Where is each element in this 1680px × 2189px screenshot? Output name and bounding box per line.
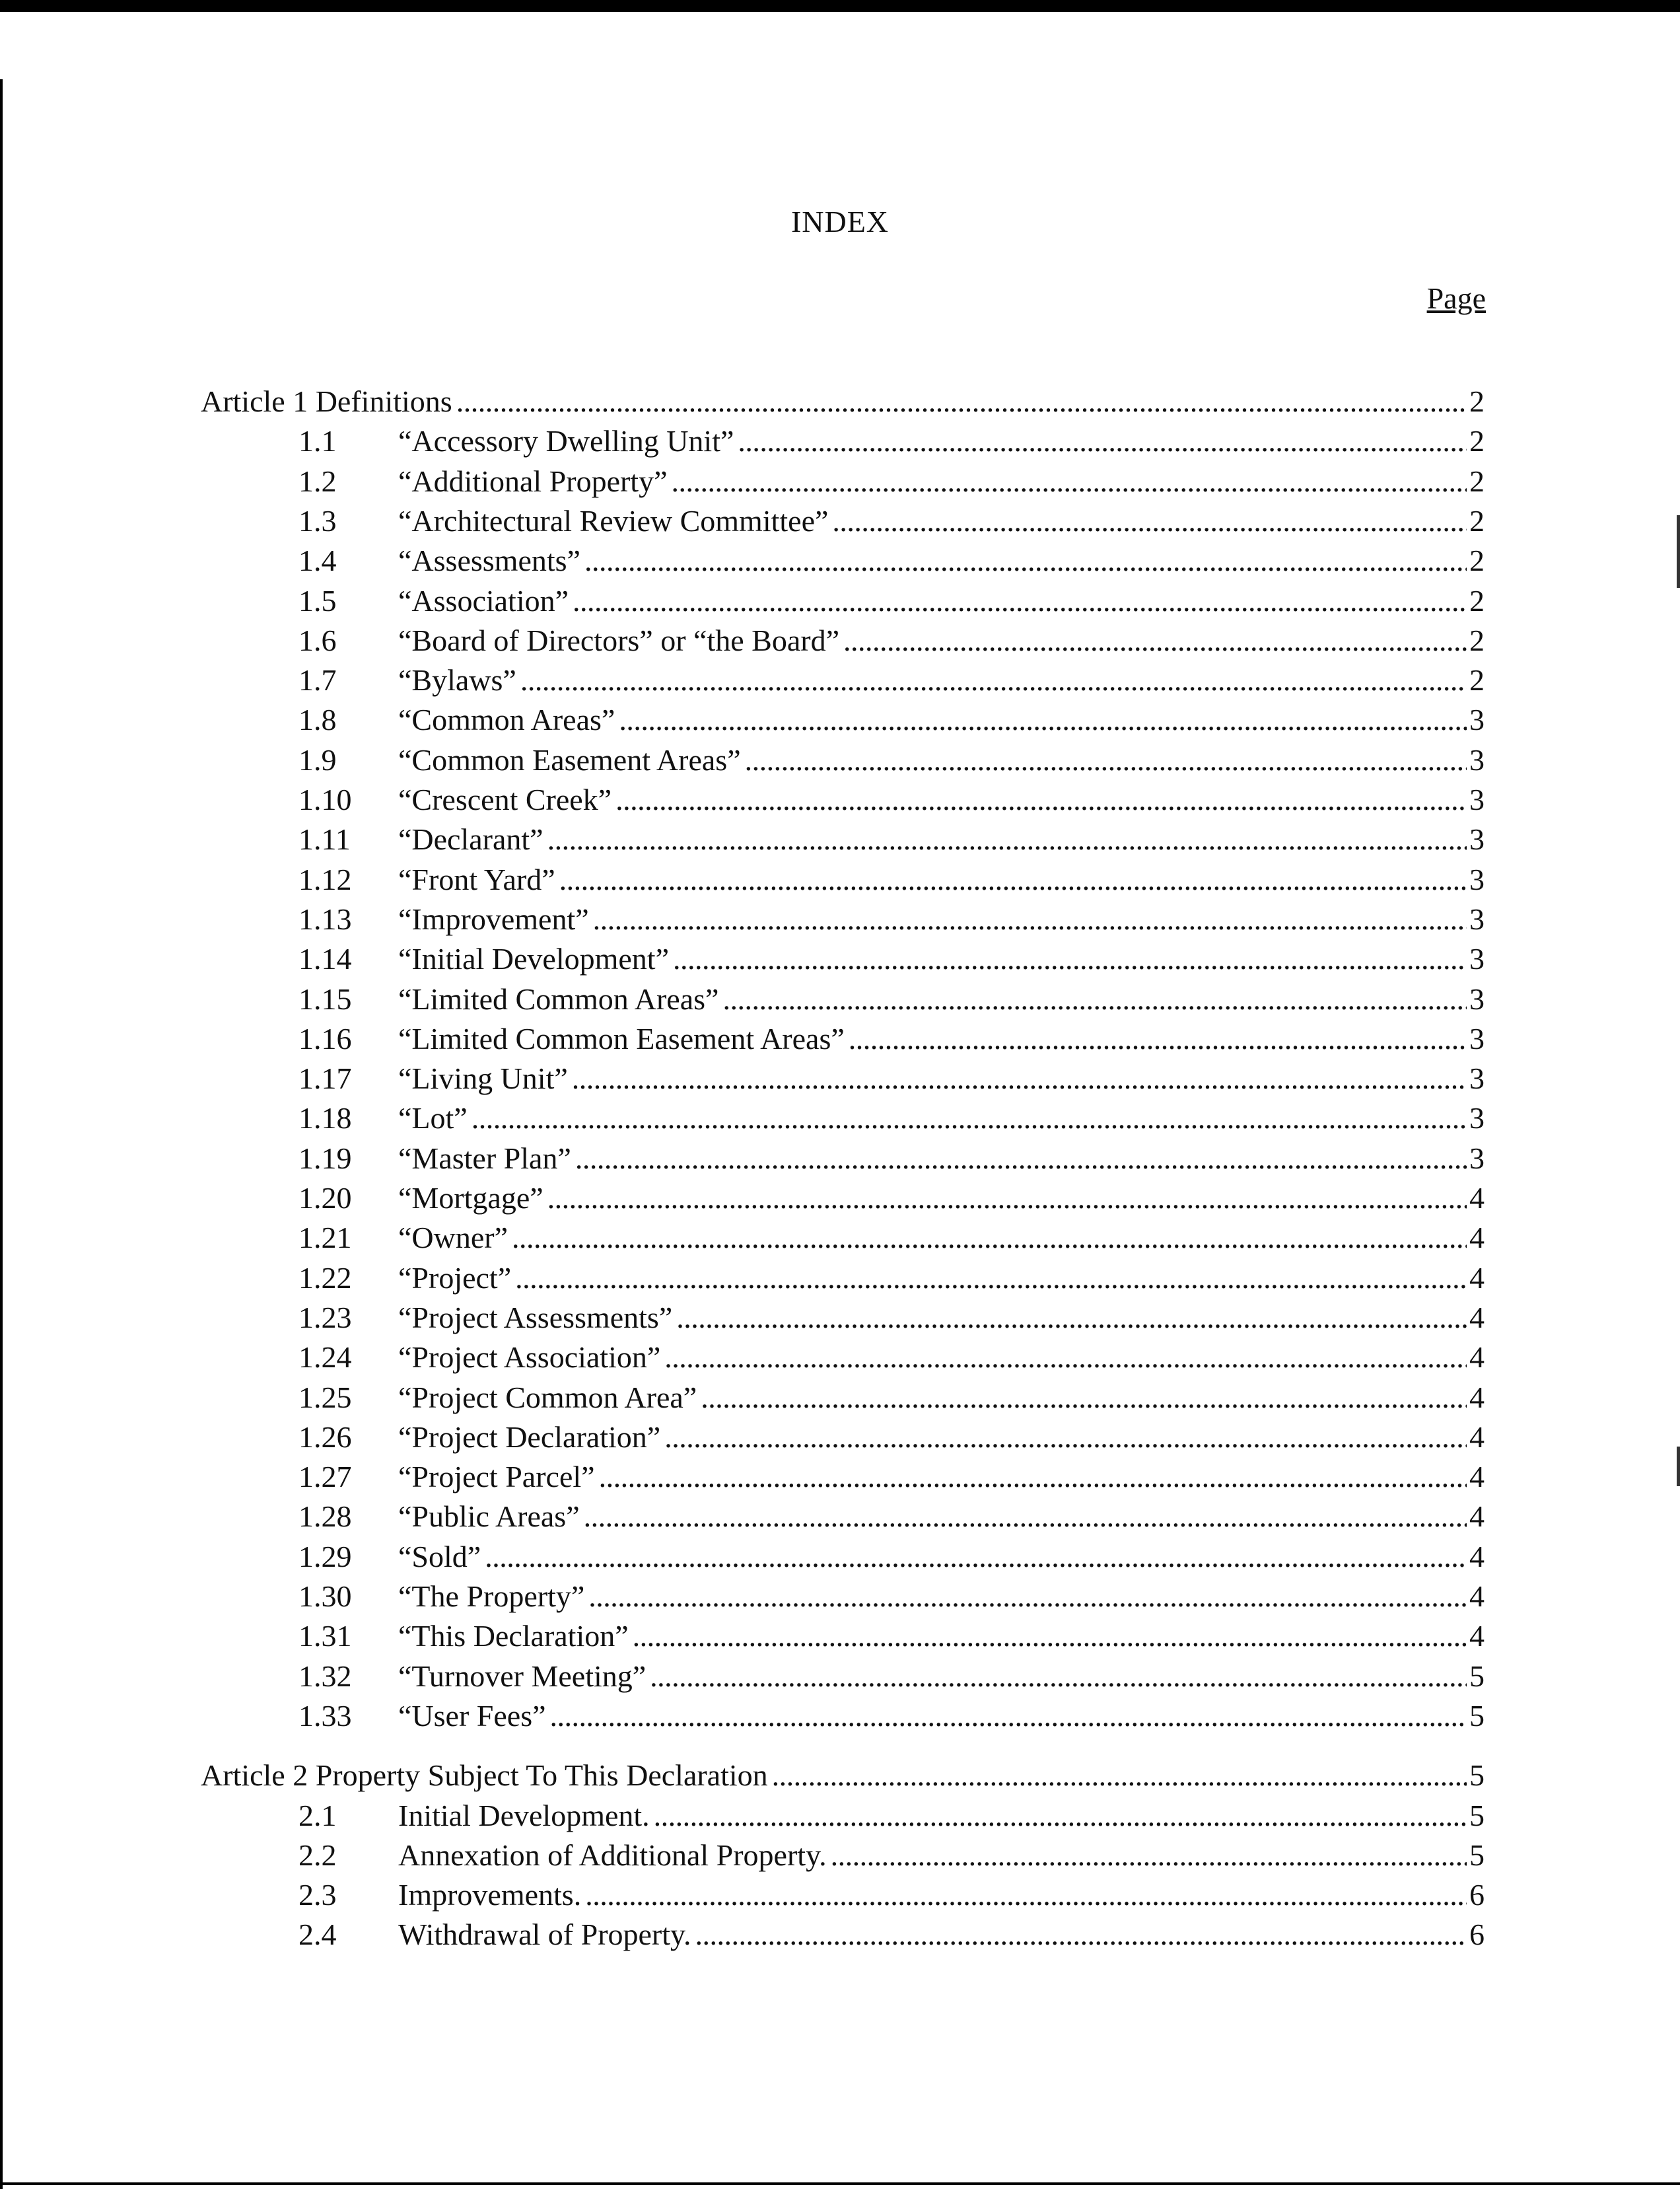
toc-entry-number: 1.3	[298, 503, 337, 538]
toc-entry-row[interactable]	[298, 1059, 1485, 1098]
toc-page-number: 3	[1469, 1141, 1485, 1175]
toc-entry-row[interactable]	[298, 1258, 1485, 1298]
toc-entry-number: 1.24	[298, 1340, 352, 1375]
dot-leader	[615, 780, 1467, 820]
toc-entry-number: 1.9	[298, 742, 337, 777]
toc-entry-label: “Project”	[398, 1260, 512, 1295]
toc-entry-label: “Mortgage”	[398, 1181, 543, 1215]
toc-page-number: 3	[1469, 703, 1485, 737]
toc-entry-label: “Common Areas”	[398, 703, 615, 737]
dot-leader	[843, 621, 1467, 661]
toc-entry-label: “Project Association”	[398, 1340, 661, 1375]
toc-entry-label: “Living Unit”	[398, 1061, 568, 1096]
toc-entry-number: 1.28	[298, 1499, 352, 1534]
dot-leader	[485, 1537, 1467, 1577]
toc-page-number: 4	[1469, 1260, 1485, 1295]
toc-page-number: 4	[1469, 1300, 1485, 1334]
toc-page-number: 4	[1469, 1539, 1485, 1573]
toc-entry-label: “Public Areas”	[398, 1499, 580, 1534]
toc-entry-number: 1.26	[298, 1419, 352, 1454]
toc-entry-number: 1.22	[298, 1260, 352, 1295]
toc-entry-label: “Association”	[398, 583, 569, 618]
dot-leader	[654, 1796, 1467, 1836]
toc-page-number: 4	[1469, 1181, 1485, 1215]
toc-entry-number: 1.21	[298, 1221, 352, 1255]
scan-right-mark	[1677, 515, 1680, 588]
toc-page-number: 2	[1469, 424, 1485, 458]
dot-leader	[588, 1577, 1467, 1616]
toc-entry-label: “Architectural Review Committee”	[398, 503, 829, 538]
dot-leader	[550, 1696, 1467, 1736]
toc-entry-row[interactable]	[298, 1836, 1485, 1875]
toc-page-number: 4	[1469, 1221, 1485, 1255]
toc-page-number: 4	[1469, 1619, 1485, 1653]
toc-page-number: 4	[1469, 1579, 1485, 1613]
toc-entry-label: “Accessory Dwelling Unit”	[398, 424, 734, 458]
toc-entry-row[interactable]	[298, 1796, 1485, 1836]
dot-leader	[584, 1497, 1467, 1536]
toc-page-number: 4	[1469, 1419, 1485, 1454]
dot-leader	[664, 1417, 1467, 1457]
toc-entry-row[interactable]	[298, 501, 1485, 541]
toc-page-number: 2	[1469, 583, 1485, 618]
dot-leader	[701, 1378, 1467, 1417]
toc-entry-row[interactable]	[298, 860, 1485, 900]
toc-entry-label: “Master Plan”	[398, 1141, 571, 1175]
toc-entry-row[interactable]	[298, 421, 1485, 461]
dot-leader	[472, 1098, 1467, 1138]
dot-leader	[456, 382, 1467, 421]
toc-entry-label: “Improvement”	[398, 902, 589, 936]
toc-entry-row[interactable]	[298, 700, 1485, 740]
toc-entry-label: “Project Parcel”	[398, 1460, 595, 1494]
toc-entry-row[interactable]	[298, 1696, 1485, 1736]
toc-entry-row[interactable]	[298, 1875, 1485, 1915]
toc-page-number: 2	[1469, 544, 1485, 578]
dot-leader	[515, 1258, 1467, 1298]
toc-page-number: 3	[1469, 1101, 1485, 1135]
toc-entry-label: “Crescent Creek”	[398, 783, 612, 816]
dot-leader	[573, 581, 1467, 621]
toc-entry-label: “Sold”	[398, 1539, 481, 1573]
toc-entry-number: 1.1	[298, 424, 337, 458]
toc-page-number: 5	[1469, 1758, 1485, 1793]
dot-leader	[593, 900, 1467, 939]
toc-page-number: 3	[1469, 1061, 1485, 1096]
toc-entry-number: 1.4	[298, 544, 337, 578]
dot-leader	[633, 1616, 1467, 1656]
dot-leader	[849, 1019, 1467, 1059]
toc-page-number: 3	[1469, 1021, 1485, 1056]
toc-entry-row[interactable]	[298, 939, 1485, 979]
toc-article-label: Article 1 Definitions	[201, 384, 452, 418]
toc-entry-number: 1.31	[298, 1619, 352, 1653]
toc-entry-label: “Front Yard”	[398, 862, 555, 896]
dot-leader	[676, 1298, 1467, 1338]
dot-leader	[547, 1178, 1467, 1218]
toc-entry-number: 1.11	[298, 822, 351, 857]
toc-page-number: 2	[1469, 464, 1485, 498]
toc-entry-number: 2.1	[298, 1798, 337, 1832]
toc-entry-row[interactable]	[298, 820, 1485, 859]
toc-page-number: 5	[1469, 1798, 1485, 1832]
toc-entry-row[interactable]	[298, 541, 1485, 581]
toc-page-number: 4	[1469, 1499, 1485, 1534]
toc-entry-number: 1.8	[298, 703, 337, 737]
toc-entry-row[interactable]	[298, 1577, 1485, 1616]
toc-entry-label: Annexation of Additional Property.	[398, 1838, 827, 1872]
dot-leader	[512, 1218, 1467, 1258]
toc-entry-label: “Project Declaration”	[398, 1419, 661, 1454]
toc-entry-label: “Limited Common Areas”	[398, 982, 719, 1016]
toc-entry-label: “Assessments”	[398, 544, 580, 578]
dot-leader	[619, 700, 1467, 740]
dot-leader	[673, 939, 1467, 979]
toc-page-number: 4	[1469, 1340, 1485, 1375]
toc-entry-number: 1.29	[298, 1539, 352, 1573]
toc-entry-number: 1.30	[298, 1579, 352, 1613]
toc-page-number: 3	[1469, 862, 1485, 896]
toc-entry-row[interactable]	[298, 980, 1485, 1019]
toc-entry-label: Improvements.	[398, 1878, 582, 1912]
toc-entry-row[interactable]	[298, 1417, 1485, 1457]
toc-entry-label: “This Declaration”	[398, 1619, 629, 1653]
toc-page-number: 5	[1469, 1659, 1485, 1693]
toc-entry-number: 1.13	[298, 902, 352, 936]
toc-page-number: 3	[1469, 942, 1485, 976]
dot-leader	[772, 1756, 1467, 1795]
toc-page-number: 5	[1469, 1698, 1485, 1733]
toc-entry-row[interactable]	[298, 581, 1485, 621]
dot-leader	[831, 1836, 1467, 1875]
toc-entry-row[interactable]	[298, 740, 1485, 780]
toc-entry-row[interactable]	[298, 661, 1485, 700]
toc-entry-number: 1.16	[298, 1021, 352, 1056]
toc-entry-row[interactable]	[298, 1178, 1485, 1218]
toc-entry-number: 1.19	[298, 1141, 352, 1175]
toc-entry-number: 1.5	[298, 583, 337, 618]
toc-entry-number: 1.7	[298, 663, 337, 698]
toc-article-row[interactable]	[201, 1756, 1485, 1795]
toc-entry-row[interactable]	[298, 1298, 1485, 1338]
dot-leader	[520, 661, 1467, 700]
toc-entry-number: 1.6	[298, 623, 337, 657]
toc-entry-label: “Project Common Area”	[398, 1380, 697, 1414]
scan-right-mark	[1677, 1447, 1680, 1486]
toc-page-number: 2	[1469, 663, 1485, 698]
toc-entry-row[interactable]	[298, 1537, 1485, 1577]
toc-page-number: 4	[1469, 1460, 1485, 1494]
toc-entry-label: Withdrawal of Property.	[398, 1918, 691, 1952]
toc-entry-number: 1.17	[298, 1061, 352, 1096]
dot-leader	[584, 541, 1467, 581]
toc-entry-label: “Project Assessments”	[398, 1300, 673, 1334]
toc-entry-row[interactable]	[298, 780, 1485, 820]
toc-page-number: 3	[1469, 783, 1485, 816]
toc-article-row[interactable]	[201, 382, 1485, 421]
toc-entry-number: 2.3	[298, 1878, 337, 1912]
dot-leader	[672, 462, 1467, 501]
toc-entry-row[interactable]	[298, 1616, 1485, 1656]
dot-leader	[738, 421, 1467, 461]
toc-page-number: 6	[1469, 1918, 1485, 1952]
toc-page-number: 2	[1469, 384, 1485, 418]
page-title: INDEX	[790, 205, 890, 238]
toc-entry-number: 1.12	[298, 862, 352, 896]
toc-page-number: 2	[1469, 503, 1485, 538]
toc-entry-number: 1.2	[298, 464, 337, 498]
toc-entry-label: “Lot”	[398, 1101, 468, 1135]
toc-entry-number: 1.20	[298, 1181, 352, 1215]
toc-page-number: 3	[1469, 982, 1485, 1016]
toc-entry-label: “The Property”	[398, 1579, 585, 1613]
toc-entry-row[interactable]	[298, 1657, 1485, 1696]
toc-entry-label: “Common Easement Areas”	[398, 742, 741, 777]
toc-entry-label: “Additional Property”	[398, 464, 668, 498]
toc-entry-row[interactable]	[298, 1915, 1485, 1955]
toc-entry-number: 2.2	[298, 1838, 337, 1872]
toc-page-number: 6	[1469, 1878, 1485, 1912]
scan-bottom-border	[0, 2182, 1680, 2185]
toc-entry-row[interactable]	[298, 1139, 1485, 1178]
dot-leader	[599, 1457, 1467, 1497]
dot-leader	[722, 980, 1467, 1019]
toc-article-label: Article 2 Property Subject To This Declaration	[201, 1758, 768, 1793]
toc-entry-row[interactable]	[298, 621, 1485, 661]
toc-entry-number: 1.10	[298, 783, 352, 816]
toc-entry-row[interactable]	[298, 1218, 1485, 1258]
toc-page-number: 3	[1469, 902, 1485, 936]
toc-entry-row[interactable]	[298, 1497, 1485, 1536]
toc-page-number: 2	[1469, 623, 1485, 657]
toc-entry-number: 1.33	[298, 1698, 352, 1733]
toc-page-number: 3	[1469, 742, 1485, 777]
dot-leader	[559, 860, 1467, 900]
scan-left-border	[0, 79, 3, 2189]
toc-page-number: 3	[1469, 822, 1485, 857]
toc-entry-label: “Bylaws”	[398, 663, 516, 698]
dot-leader	[650, 1657, 1467, 1696]
dot-leader	[585, 1875, 1467, 1915]
toc-entry-number: 1.27	[298, 1460, 352, 1494]
toc-entry-number: 1.15	[298, 982, 352, 1016]
toc-entry-number: 1.32	[298, 1659, 352, 1693]
dot-leader	[547, 820, 1467, 859]
toc-entry-row[interactable]	[298, 1098, 1485, 1138]
toc-entry-label: “Owner”	[398, 1221, 508, 1255]
toc-entry-number: 1.25	[298, 1380, 352, 1414]
page-column-heading: Page	[1426, 281, 1486, 315]
dot-leader	[695, 1915, 1467, 1955]
dot-leader	[575, 1139, 1467, 1178]
dot-leader	[832, 501, 1467, 541]
dot-leader	[745, 740, 1467, 780]
toc-entry-number: 2.4	[298, 1918, 337, 1952]
toc-entry-number: 1.18	[298, 1101, 352, 1135]
dot-leader	[572, 1059, 1467, 1098]
toc-entry-label: “Limited Common Easement Areas”	[398, 1021, 845, 1056]
dot-leader	[664, 1338, 1467, 1377]
toc-entry-row[interactable]	[298, 1338, 1485, 1377]
toc-entry-label: Initial Development.	[398, 1798, 650, 1832]
toc-entry-row[interactable]	[298, 900, 1485, 939]
toc-entry-label: “Board of Directors” or “the Board”	[398, 623, 839, 657]
toc-entry-label: “User Fees”	[398, 1698, 546, 1733]
toc-page-number: 4	[1469, 1380, 1485, 1414]
toc-entry-label: “Initial Development”	[398, 942, 670, 976]
toc-entry-row[interactable]	[298, 462, 1485, 501]
toc-entry-label: “Declarant”	[398, 822, 543, 857]
toc-entry-row[interactable]	[298, 1378, 1485, 1417]
toc-entry-number: 1.23	[298, 1300, 352, 1334]
toc-entry-row[interactable]	[298, 1457, 1485, 1497]
toc-entry-number: 1.14	[298, 942, 352, 976]
scan-top-border	[0, 0, 1680, 12]
toc-entry-row[interactable]	[298, 1019, 1485, 1059]
toc-entry-label: “Turnover Meeting”	[398, 1659, 647, 1693]
toc-page-number: 5	[1469, 1838, 1485, 1872]
